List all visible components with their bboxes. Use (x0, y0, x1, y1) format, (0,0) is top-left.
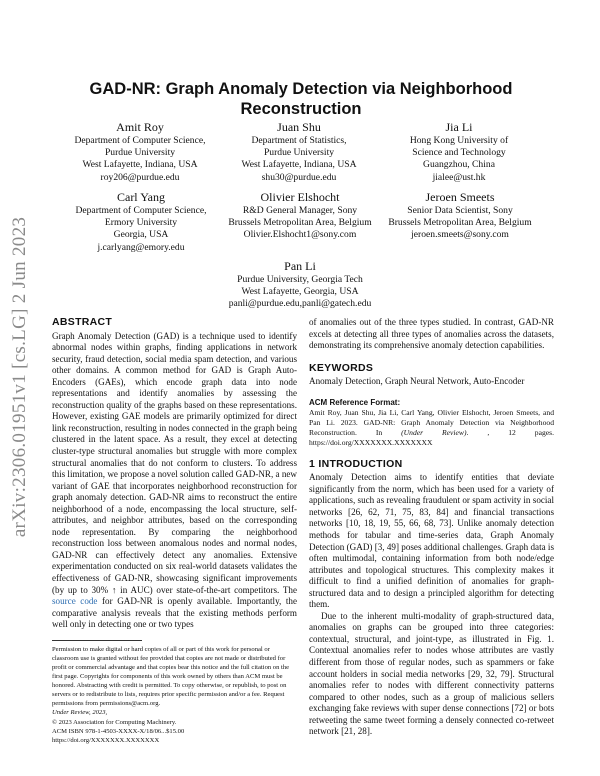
author-block (226, 119, 372, 184)
left-column (52, 317, 297, 745)
abstract-continued: of anomalies out of the three types studied. In contrast, GAD-NR excels at detecting all three types of anomalies across the datasets, demonstrating its comprehensive anomaly detection capabilities. (309, 317, 554, 351)
author-affiliation: West Lafayette, Georgia, USA (241, 286, 359, 298)
author-name: Amit Roy (116, 120, 164, 134)
author-affiliation: Purdue University (104, 147, 176, 159)
keywords-text: Anomaly Detection, Graph Neural Network, Auto-Encoder (309, 376, 525, 387)
author-name: Carl Yang (116, 190, 165, 204)
intro-paragraph: Due to the inherent multi-modality of graph-structured data, anomalies on graphs can be grouped into three categories: contextual, structural, and joint-type, as illustrated in Fig. 1. Contextual anomalies refer to nodes whose attributes are vastly different from those of regular nodes, such as spammers or fake account holders in social media networks [29, 32, 79]. Structural anomalies refer to nodes with different connectivity patterns compared to other nodes, such as a group of malicious sellers exchanging fake reviews with super dense connections [72] or bots retweeting the same tweet forming a densely connected co-retweet network [21, 28]. (309, 610, 554, 737)
author-affiliation: Science and Technology (412, 147, 506, 159)
introduction-heading: 1 INTRODUCTION (309, 457, 403, 470)
doi-line: https://doi.org/XXXXXXX.XXXXXXX (52, 736, 160, 744)
author-email: jialee@ust.hk (432, 171, 486, 183)
author-email: Olivier.Elshocht1@sony.com (243, 229, 357, 241)
isbn-line: ACM ISBN 978-1-4503-XXXX-X/18/06...$15.00 (52, 727, 185, 735)
author-affiliation: Purdue University, Georgia Tech (237, 274, 363, 285)
keywords-heading: KEYWORDS (309, 361, 374, 374)
author-affiliation: West Lafayette, Indiana, USA (241, 159, 357, 171)
author-email: roy206@purdue.edu (100, 171, 180, 183)
author-email: j.carlyang@emory.edu (97, 241, 185, 253)
author-affiliation: Guangzhou, China (423, 159, 495, 171)
author-affiliation: Ermory University (104, 217, 178, 229)
abstract-heading: ABSTRACT (52, 316, 113, 328)
author-affiliation: Hong Kong University of (409, 135, 509, 146)
copyright-line: © 2023 Association for Computing Machinery. (52, 718, 177, 726)
author-block (381, 189, 539, 242)
reference-format (309, 398, 554, 448)
author-email: jeroen.smeets@sony.com (411, 229, 509, 241)
intro-paragraph: Anomaly Detection aims to identify entities that deviate significantly from the norm, which has been used for a variety of applications, such as revealing fraudulent or spam activity in social networks [26, 62, 71, 75, 83, 84] and financial transactions networks [10, 18, 19, 55, 66, 68, 73]. Unlike anomaly detection methods for tabular and time-series data, Graph Anomaly Detection (GAD) [3, 49] poses additional challenges. Graph data is often multimodal, containing information from both node/edge attributes and topological structures. This complexity makes it difficult to find a unified definition of anomalies for graph-structured data and to design a principled algorithm for detecting them. (309, 472, 554, 610)
author-affiliation: Department of Computer Science, (74, 135, 206, 146)
author-affiliation: Brussels Metropolitan Area, Belgium (228, 217, 372, 229)
permission-notice: Permission to make digital or hard copies of all or part of this work for personal or classroom use is granted without fee provided that copies are not made or distributed for profit or commercial advantage and that copies bear this notice and the full citation on the first page. Copyrights for components of this work owned by others than ACM must be honored. Abstracting with credit is permitted. To copy otherwise, or republish, to post on servers or to redistribute to lists, requires prior specific permission and/or a fee. Request permissions from permissions@acm.org. Under Review, 2023, © 2023 Association for Computing Machinery. ACM ISBN 978-1-4503-XXXX-X/18/06...$15.00 https://doi.org/XXXXXXX.XXXXXXX (52, 645, 297, 745)
author-affiliation: Brussels Metropolitan Area, Belgium (388, 217, 532, 229)
author-affiliation: Purdue University (263, 147, 335, 159)
author-affiliation: Georgia, USA (113, 229, 169, 241)
reference-format-text: Amit Roy, Juan Shu, Jia Li, Carl Yang, Olivier Elshocht, Jeroen Smeets, and Pan Li. 2023. GAD-NR: Graph Anomaly Detection via Neighborhood Reconstruction. In (Under Review). , 12 pages. https://doi.org/XXXXXXX.XXXXXXX (309, 407, 554, 447)
author-affiliation: Department of Computer Science, (75, 205, 207, 216)
venue-note: Under Review, 2023, (52, 709, 108, 717)
footnote-rule (52, 640, 142, 641)
author-affiliation: Department of Statistics, (251, 135, 347, 146)
author-block (216, 258, 384, 311)
author-name: Jia Li (445, 120, 473, 134)
author-name: Olivier Elshocht (260, 190, 340, 204)
author-name: Juan Shu (277, 120, 321, 134)
author-affiliation: West Lafayette, Indiana, USA (82, 159, 198, 171)
author-affiliation: R&D General Manager, Sony (242, 205, 358, 216)
author-block (386, 119, 532, 184)
source-code-link[interactable]: source code (52, 596, 98, 607)
author-block (67, 119, 213, 184)
arxiv-identifier: arXiv:2306.01951v1 [cs.LG] 2 Jun 2023 (9, 216, 30, 538)
paper-title: GAD-NR: Graph Anomaly Detection via Neighborhood Reconstruction (89, 80, 513, 118)
author-email: shu30@purdue.edu (261, 171, 337, 183)
author-block (63, 189, 219, 254)
right-column (309, 317, 554, 738)
reference-format-heading: ACM Reference Format: (309, 397, 401, 407)
author-email: panli@purdue.edu,panli@gatech.edu (228, 298, 372, 310)
author-affiliation: Senior Data Scientist, Sony (407, 205, 513, 216)
author-name: Pan Li (284, 259, 316, 273)
author-name: Jeroen Smeets (425, 190, 495, 204)
author-block (221, 189, 379, 242)
abstract-text: Graph Anomaly Detection (GAD) is a technique used to identify abnormal nodes within graphs, finding applications in network security, fraud detection, social media spam detection, and various other domains. A common method for GAD is Graph Auto-Encoders (GAEs), which encode graph data into node representations and identify anomalies by assessing the reconstruction quality of the graphs based on these representations. However, existing GAE models are primarily optimized for direct link reconstruction, resulting in nodes connected in the graph being clustered in the latent space. As a result, they excel at detecting cluster-type structural anomalies but struggle with more complex structural anomalies that do not conform to clusters. To address this limitation, we propose a novel solution called GAD-NR, a new variant of GAE that incorporates neighborhood reconstruction for graph anomaly detection. GAD-NR aims to reconstruct the entire neighborhood of a node, encompassing the local structure, self-attributes, and neighbor attributes, based on the corresponding node representation. By comparing the neighborhood reconstruction loss between anomalous nodes and normal nodes, GAD-NR can effectively detect any anomalies. Extensive experimentation conducted on six real-world datasets validates the effectiveness of GAD-NR, showcasing significant improvements (by up to 30% ↑ in AUC) over state-of-the-art competitors. The source code for GAD-NR is openly available. Importantly, the comparative analysis reveals that the existing methods perform well only in detecting one or two types (52, 330, 297, 630)
